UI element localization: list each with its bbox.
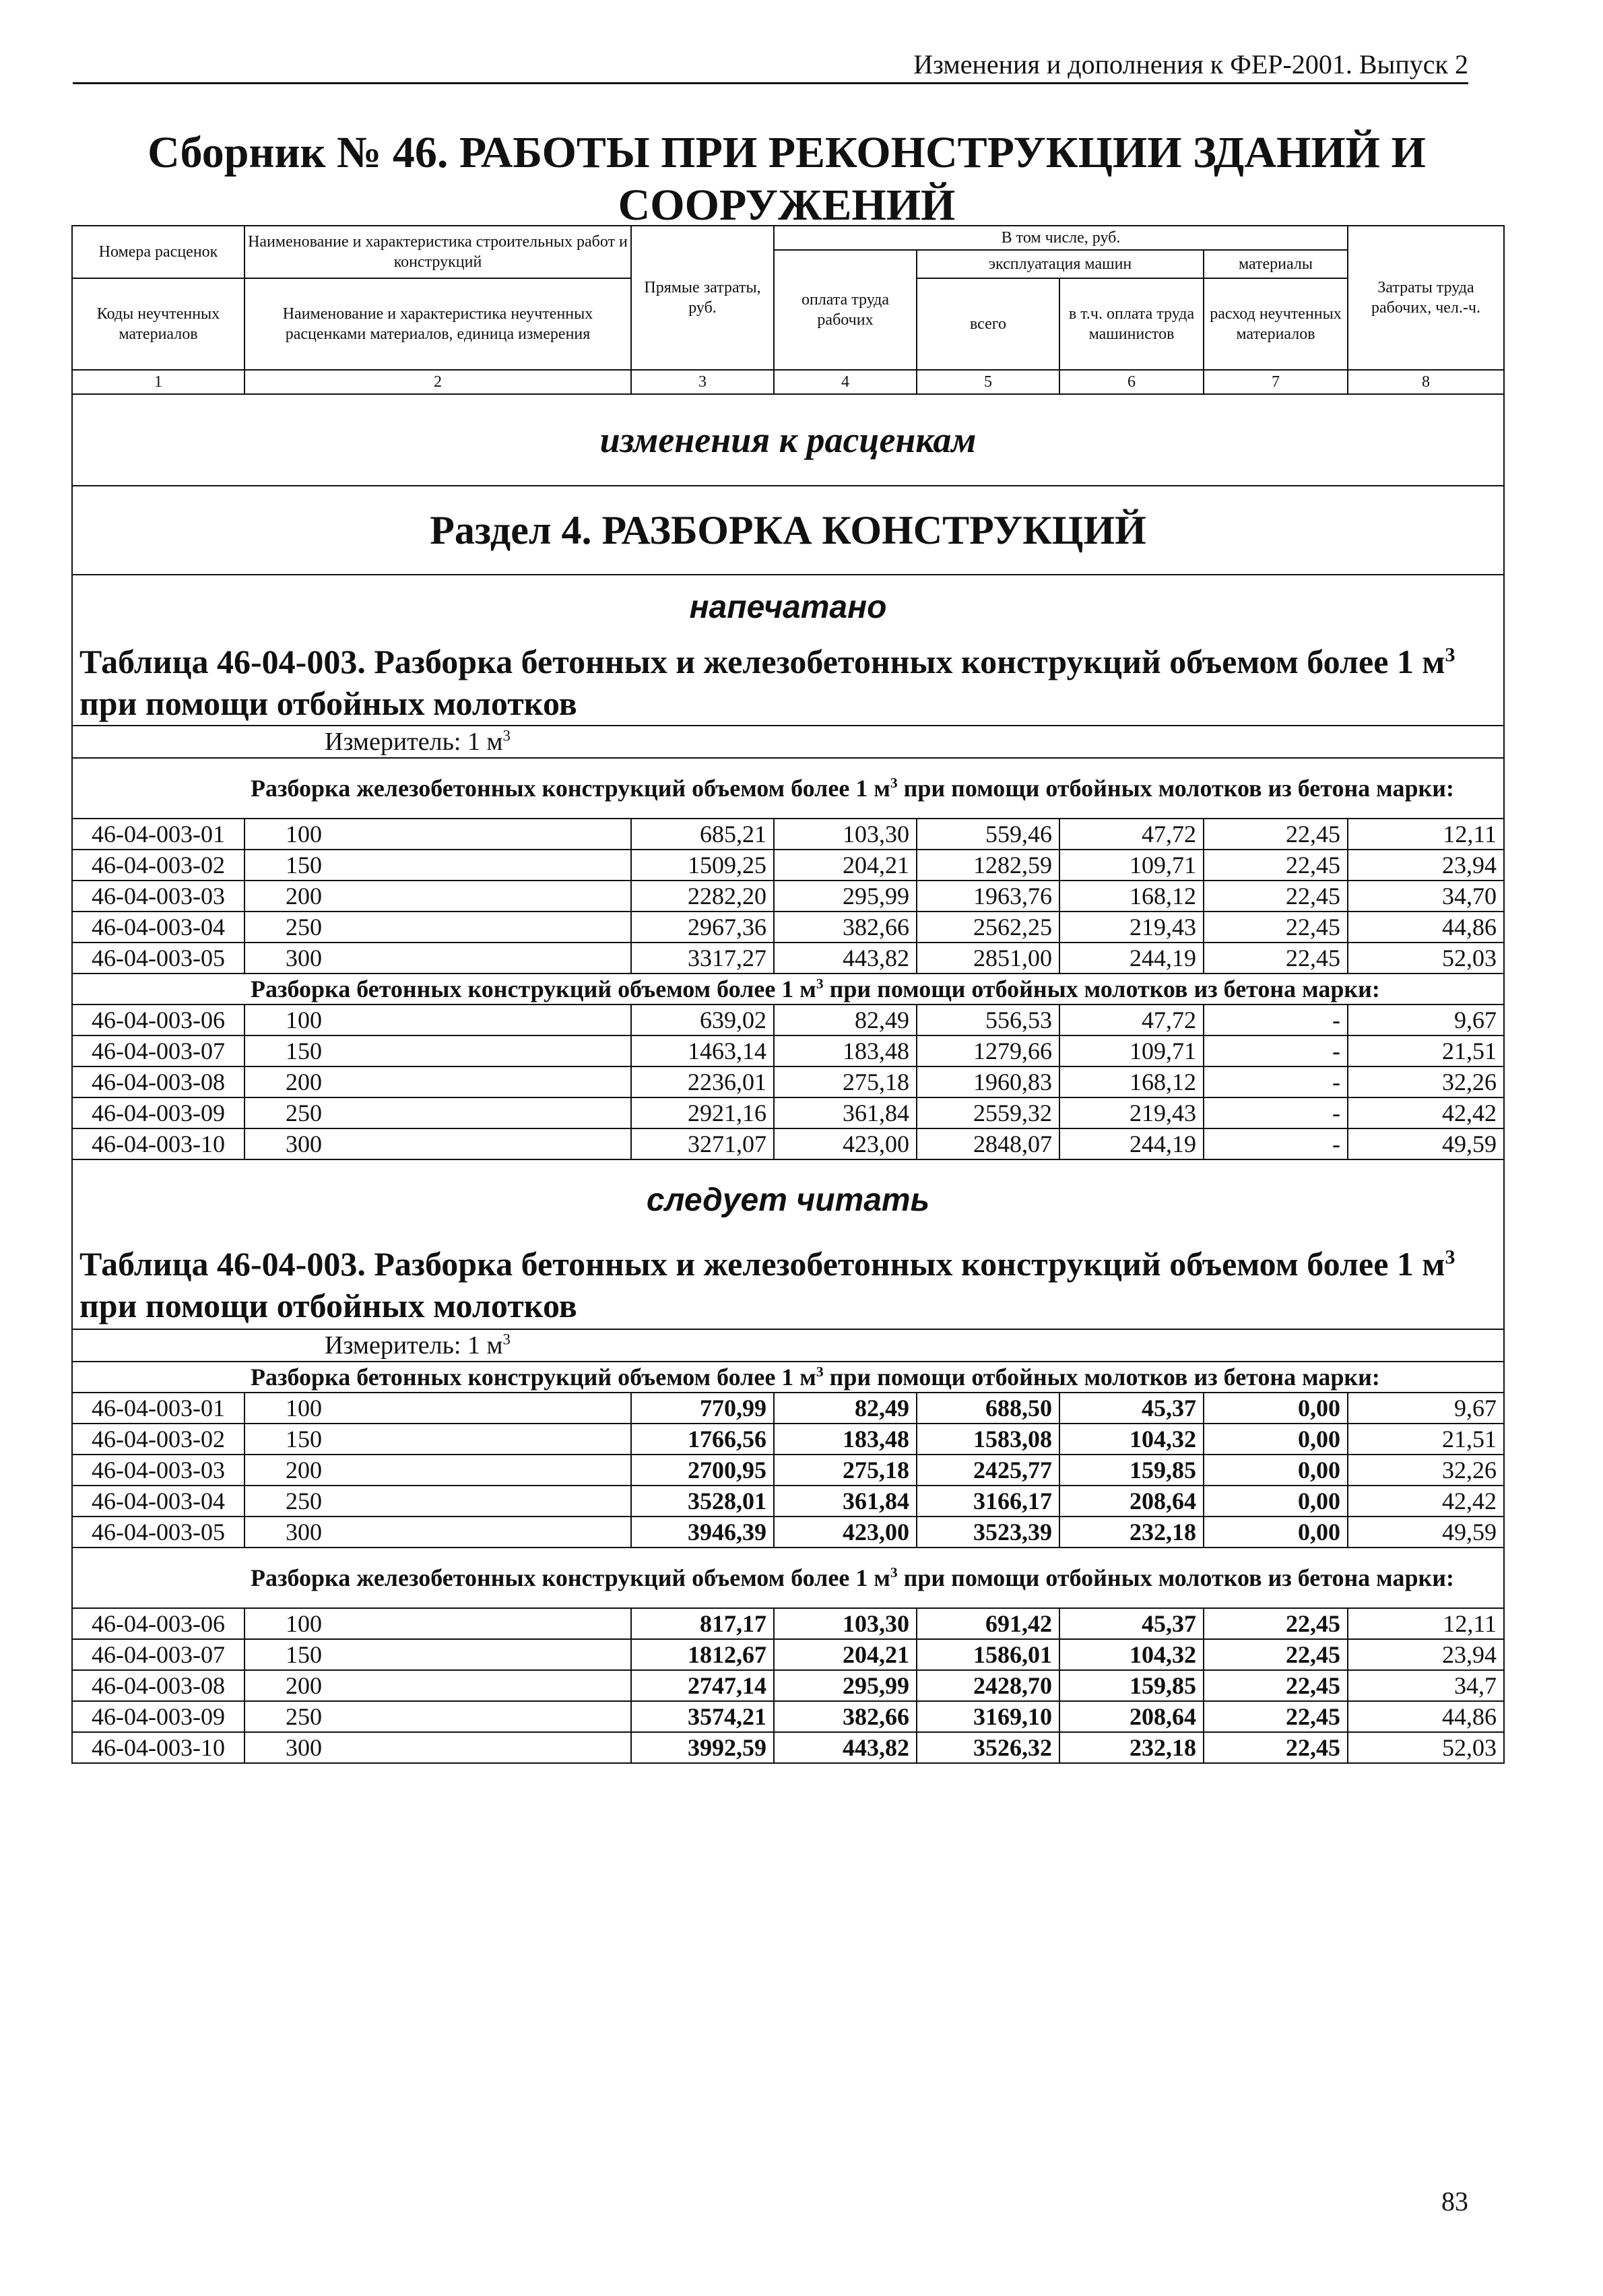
- cell-direct-costs: 3271,07: [631, 1128, 774, 1159]
- cell-labor-costs: 32,26: [1348, 1066, 1504, 1097]
- cell-operator-wages: 47,72: [1059, 819, 1204, 850]
- cell-machines-total: 3166,17: [917, 1486, 1059, 1517]
- cell-direct-costs: 1766,56: [631, 1424, 774, 1455]
- cell-concrete-grade: 100: [244, 819, 631, 850]
- cell-concrete-grade: 300: [244, 1732, 631, 1763]
- cell-worker-wages: 183,48: [774, 1035, 917, 1066]
- table-title-sup: 3: [1445, 643, 1455, 666]
- cell-materials: 0,00: [1204, 1455, 1348, 1486]
- cell-machines-total: 1963,76: [917, 881, 1059, 912]
- cell-machines-total: 1960,83: [917, 1066, 1059, 1097]
- cell-direct-costs: 1509,25: [631, 850, 774, 881]
- cell-rate-code: 46-04-003-10: [72, 1732, 244, 1763]
- cell-materials: -: [1204, 1128, 1348, 1159]
- cell-machines-total: 559,46: [917, 819, 1059, 850]
- cell-labor-costs: 12,11: [1348, 819, 1504, 850]
- subheader-text: при помощи отбойных молотков из бетона марки:: [897, 775, 1454, 802]
- banner-row: [72, 394, 1504, 486]
- cell-worker-wages: 443,82: [774, 1732, 917, 1763]
- cell-rate-code: 46-04-003-07: [72, 1639, 244, 1670]
- cell-direct-costs: 2967,36: [631, 912, 774, 943]
- cell-concrete-grade: 250: [244, 912, 631, 943]
- cell-operator-wages: 219,43: [1059, 912, 1204, 943]
- header-machines: эксплуатация машин: [917, 250, 1204, 278]
- cell-materials: 22,45: [1204, 850, 1348, 881]
- cell-labor-costs: 49,59: [1348, 1128, 1504, 1159]
- cell-operator-wages: 159,85: [1059, 1455, 1204, 1486]
- cell-labor-costs: 21,51: [1348, 1424, 1504, 1455]
- subheader-text: Разборка железобетонных конструкций объемом более 1 м: [251, 1564, 890, 1591]
- table-title-row: [72, 639, 1504, 726]
- cell-labor-costs: 44,86: [1348, 1701, 1504, 1732]
- column-number: 8: [1348, 370, 1504, 394]
- subheader-text: при помощи отбойных молотков из бетона марки:: [897, 1564, 1454, 1591]
- table-title-line2: при помощи отбойных молотков: [79, 684, 577, 722]
- table-row: [72, 1424, 1504, 1455]
- column-number: 6: [1059, 370, 1204, 394]
- new-c-rows: [72, 1393, 1504, 1548]
- cell-rate-code: 46-04-003-01: [72, 1393, 244, 1424]
- cell-concrete-grade: 150: [244, 1639, 631, 1670]
- cell-machines-total: 2562,25: [917, 912, 1059, 943]
- cell-operator-wages: 208,64: [1059, 1701, 1204, 1732]
- cell-worker-wages: 82,49: [774, 1004, 917, 1035]
- meter-label: Измеритель: 1 м: [325, 728, 503, 756]
- column-number: 5: [917, 370, 1059, 394]
- cell-machines-total: 1282,59: [917, 850, 1059, 881]
- cell-rate-code: 46-04-003-05: [72, 943, 244, 974]
- cell-worker-wages: 361,84: [774, 1097, 917, 1128]
- cell-machines-total: 2851,00: [917, 943, 1059, 974]
- cell-operator-wages: 104,32: [1059, 1639, 1204, 1670]
- cell-direct-costs: 3992,59: [631, 1732, 774, 1763]
- cell-labor-costs: 23,94: [1348, 1639, 1504, 1670]
- table-row: [72, 1393, 1504, 1424]
- new-meter: [72, 1329, 1504, 1362]
- header-material-name: Наименование и характеристика неучтенных расценками материалов, единица измерения: [244, 278, 631, 370]
- table-row: [72, 1639, 1504, 1670]
- table-row: [72, 943, 1504, 974]
- cell-concrete-grade: 200: [244, 1066, 631, 1097]
- printed-meter: [72, 726, 1504, 758]
- cell-operator-wages: 45,37: [1059, 1393, 1204, 1424]
- subheader-row: [72, 1362, 1504, 1393]
- cell-materials: 22,45: [1204, 1732, 1348, 1763]
- cell-materials: 0,00: [1204, 1393, 1348, 1424]
- cell-operator-wages: 232,18: [1059, 1517, 1204, 1548]
- table-title-sup: 3: [1445, 1245, 1455, 1268]
- table-row: [72, 1670, 1504, 1701]
- cell-labor-costs: 44,86: [1348, 912, 1504, 943]
- running-header: Изменения и дополнения к ФЕР-2001. Выпуск 2: [73, 49, 1468, 84]
- cell-worker-wages: 443,82: [774, 943, 917, 974]
- table-row: [72, 1128, 1504, 1159]
- cell-operator-wages: 219,43: [1059, 1097, 1204, 1128]
- table-title-line2: при помощи отбойных молотков: [79, 1286, 577, 1325]
- meter-row: [72, 726, 1504, 758]
- cell-concrete-grade: 250: [244, 1701, 631, 1732]
- cell-materials: -: [1204, 1004, 1348, 1035]
- cell-direct-costs: 685,21: [631, 819, 774, 850]
- cell-materials: -: [1204, 1066, 1348, 1097]
- cell-rate-code: 46-04-003-09: [72, 1701, 244, 1732]
- subheader-text: при помощи отбойных молотков из бетона марки:: [823, 976, 1380, 1002]
- meter-sup: 3: [502, 727, 511, 744]
- cell-machines-total: 3169,10: [917, 1701, 1059, 1732]
- table-title-text: Таблица 46-04-003. Разборка бетонных и железобетонных конструкций объемом более 1 м: [79, 1244, 1445, 1283]
- cell-labor-costs: 42,42: [1348, 1097, 1504, 1128]
- section-title: Раздел 4. РАЗБОРКА КОНСТРУКЦИЙ: [72, 486, 1504, 575]
- cell-worker-wages: 204,21: [774, 1639, 917, 1670]
- column-number-row: [72, 370, 1504, 394]
- cell-materials: 22,45: [1204, 1608, 1348, 1639]
- cell-materials: -: [1204, 1035, 1348, 1066]
- cell-direct-costs: 639,02: [631, 1004, 774, 1035]
- cell-operator-wages: 244,19: [1059, 1128, 1204, 1159]
- cell-concrete-grade: 150: [244, 1424, 631, 1455]
- header-rate-numbers: Номера расценок: [72, 226, 244, 278]
- cell-rate-code: 46-04-003-06: [72, 1608, 244, 1639]
- cell-operator-wages: 109,71: [1059, 1035, 1204, 1066]
- column-number: 7: [1204, 370, 1348, 394]
- header-row: [72, 226, 1504, 250]
- new-table-title: [72, 1240, 1504, 1329]
- cell-labor-costs: 52,03: [1348, 1732, 1504, 1763]
- printed-rc-rows: [72, 819, 1504, 974]
- cell-machines-total: 1586,01: [917, 1639, 1059, 1670]
- cell-worker-wages: 183,48: [774, 1424, 917, 1455]
- table-row: [72, 1004, 1504, 1035]
- table-row: [72, 850, 1504, 881]
- subheader-row: [72, 758, 1504, 819]
- header-materials: материалы: [1204, 250, 1348, 278]
- banner-row: [72, 1159, 1504, 1240]
- table-row: [72, 819, 1504, 850]
- cell-rate-code: 46-04-003-08: [72, 1670, 244, 1701]
- collection-title: Сборник № 46. РАБОТЫ ПРИ РЕКОНСТРУКЦИИ ЗДАНИЙ И СООРУЖЕНИЙ: [148, 128, 1426, 230]
- cell-rate-code: 46-04-003-08: [72, 1066, 244, 1097]
- printed-rc-subheader: [72, 758, 1504, 819]
- cell-labor-costs: 9,67: [1348, 1004, 1504, 1035]
- header-direct-costs: Прямые затраты, руб.: [631, 226, 774, 370]
- cell-direct-costs: 3946,39: [631, 1517, 774, 1548]
- cell-labor-costs: 32,26: [1348, 1455, 1504, 1486]
- cell-worker-wages: 103,30: [774, 819, 917, 850]
- cell-rate-code: 46-04-003-10: [72, 1128, 244, 1159]
- cell-machines-total: 2425,77: [917, 1455, 1059, 1486]
- subheader-text: Разборка бетонных конструкций объемом более 1 м: [251, 1364, 816, 1391]
- cell-machines-total: 2428,70: [917, 1670, 1059, 1701]
- cell-concrete-grade: 200: [244, 1670, 631, 1701]
- table-row: [72, 1066, 1504, 1097]
- cell-rate-code: 46-04-003-02: [72, 1424, 244, 1455]
- subheader-sup: 3: [816, 976, 824, 992]
- header-labor-costs: Затраты труда рабочих, чел.-ч.: [1348, 226, 1504, 370]
- subheader-text: Разборка железобетонных конструкций объемом более 1 м: [251, 775, 890, 802]
- new-c-subheader: [72, 1362, 1504, 1393]
- table-row: [72, 1486, 1504, 1517]
- table-row: [72, 1035, 1504, 1066]
- meter-label: Измеритель: 1 м: [325, 1331, 503, 1360]
- header-machines-total: всего: [917, 278, 1059, 370]
- cell-direct-costs: 2700,95: [631, 1455, 774, 1486]
- cell-direct-costs: 3574,21: [631, 1701, 774, 1732]
- cell-materials: -: [1204, 1097, 1348, 1128]
- should-read-banner: следует читать: [72, 1159, 1504, 1240]
- cell-materials: 22,45: [1204, 1701, 1348, 1732]
- cell-rate-code: 46-04-003-03: [72, 1455, 244, 1486]
- cell-concrete-grade: 200: [244, 881, 631, 912]
- table-row: [72, 912, 1504, 943]
- cell-concrete-grade: 150: [244, 1035, 631, 1066]
- cell-concrete-grade: 150: [244, 850, 631, 881]
- cell-machines-total: 2848,07: [917, 1128, 1059, 1159]
- table-row: [72, 1517, 1504, 1548]
- cell-machines-total: 1279,66: [917, 1035, 1059, 1066]
- cell-operator-wages: 45,37: [1059, 1608, 1204, 1639]
- subheader-sup: 3: [890, 775, 898, 791]
- cell-materials: 22,45: [1204, 1639, 1348, 1670]
- cell-worker-wages: 295,99: [774, 881, 917, 912]
- cell-machines-total: 3526,32: [917, 1732, 1059, 1763]
- header-including: В том числе, руб.: [774, 226, 1348, 250]
- cell-worker-wages: 382,66: [774, 1701, 917, 1732]
- printed-banner: напечатано: [72, 575, 1504, 639]
- cell-materials: 22,45: [1204, 912, 1348, 943]
- cell-rate-code: 46-04-003-05: [72, 1517, 244, 1548]
- cell-worker-wages: 275,18: [774, 1066, 917, 1097]
- table-row: [72, 1455, 1504, 1486]
- header-material-codes: Коды неучтенных материалов: [72, 278, 244, 370]
- cell-concrete-grade: 100: [244, 1004, 631, 1035]
- cell-materials: 0,00: [1204, 1517, 1348, 1548]
- cell-direct-costs: 3317,27: [631, 943, 774, 974]
- cell-operator-wages: 244,19: [1059, 943, 1204, 974]
- changes-banner: изменения к расценкам: [72, 394, 1504, 486]
- cell-operator-wages: 168,12: [1059, 881, 1204, 912]
- cell-rate-code: 46-04-003-09: [72, 1097, 244, 1128]
- cell-direct-costs: 2282,20: [631, 881, 774, 912]
- column-number: 2: [244, 370, 631, 394]
- banner-row: [72, 486, 1504, 575]
- header-worker-wages: оплата труда рабочих: [774, 250, 917, 370]
- cell-worker-wages: 382,66: [774, 912, 917, 943]
- cell-operator-wages: 168,12: [1059, 1066, 1204, 1097]
- cell-concrete-grade: 100: [244, 1608, 631, 1639]
- cell-direct-costs: 1812,67: [631, 1639, 774, 1670]
- cell-machines-total: 556,53: [917, 1004, 1059, 1035]
- cell-materials: 0,00: [1204, 1424, 1348, 1455]
- cell-worker-wages: 204,21: [774, 850, 917, 881]
- cell-machines-total: 691,42: [917, 1608, 1059, 1639]
- table-row: [72, 1097, 1504, 1128]
- header-work-name: Наименование и характеристика строительных работ и конструкций: [244, 226, 631, 278]
- cell-rate-code: 46-04-003-04: [72, 912, 244, 943]
- cell-operator-wages: 159,85: [1059, 1670, 1204, 1701]
- table-row: [72, 881, 1504, 912]
- cell-concrete-grade: 250: [244, 1097, 631, 1128]
- cell-machines-total: 1583,08: [917, 1424, 1059, 1455]
- cell-direct-costs: 3528,01: [631, 1486, 774, 1517]
- header-material-consumption: расход неучтенных материалов: [1204, 278, 1348, 370]
- banner-row: [72, 575, 1504, 639]
- subheader-text: Разборка бетонных конструкций объемом более 1 м: [251, 976, 816, 1002]
- cell-materials: 22,45: [1204, 1670, 1348, 1701]
- table-title-row: [72, 1240, 1504, 1329]
- rates-table: [71, 225, 1505, 1764]
- column-number: 1: [72, 370, 244, 394]
- column-number: 4: [774, 370, 917, 394]
- cell-operator-wages: 232,18: [1059, 1732, 1204, 1763]
- cell-worker-wages: 423,00: [774, 1517, 917, 1548]
- cell-machines-total: 2559,32: [917, 1097, 1059, 1128]
- cell-machines-total: 688,50: [917, 1393, 1059, 1424]
- cell-operator-wages: 104,32: [1059, 1424, 1204, 1455]
- meter-sup: 3: [502, 1331, 511, 1348]
- cell-labor-costs: 34,7: [1348, 1670, 1504, 1701]
- meter-row: [72, 1329, 1504, 1362]
- cell-concrete-grade: 250: [244, 1486, 631, 1517]
- cell-machines-total: 3523,39: [917, 1517, 1059, 1548]
- cell-labor-costs: 52,03: [1348, 943, 1504, 974]
- cell-labor-costs: 9,67: [1348, 1393, 1504, 1424]
- cell-rate-code: 46-04-003-02: [72, 850, 244, 881]
- cell-worker-wages: 103,30: [774, 1608, 917, 1639]
- cell-operator-wages: 208,64: [1059, 1486, 1204, 1517]
- subheader-row: [72, 974, 1504, 1004]
- cell-labor-costs: 21,51: [1348, 1035, 1504, 1066]
- header-operator-wages: в т.ч. оплата труда машинистов: [1059, 278, 1204, 370]
- cell-rate-code: 46-04-003-04: [72, 1486, 244, 1517]
- page-number: 83: [1441, 2186, 1468, 2217]
- cell-concrete-grade: 200: [244, 1455, 631, 1486]
- cell-rate-code: 46-04-003-03: [72, 881, 244, 912]
- subheader-sup: 3: [816, 1364, 824, 1380]
- cell-worker-wages: 423,00: [774, 1128, 917, 1159]
- cell-labor-costs: 23,94: [1348, 850, 1504, 881]
- cell-concrete-grade: 300: [244, 943, 631, 974]
- new-rc-rows: [72, 1608, 1504, 1763]
- cell-concrete-grade: 300: [244, 1128, 631, 1159]
- new-rc-subheader: [72, 1548, 1504, 1608]
- cell-rate-code: 46-04-003-06: [72, 1004, 244, 1035]
- printed-c-subheader: [72, 974, 1504, 1004]
- subheader-text: при помощи отбойных молотков из бетона марки:: [823, 1364, 1380, 1391]
- cell-materials: 22,45: [1204, 819, 1348, 850]
- cell-worker-wages: 82,49: [774, 1393, 917, 1424]
- table-row: [72, 1608, 1504, 1639]
- cell-concrete-grade: 300: [244, 1517, 631, 1548]
- cell-direct-costs: 2236,01: [631, 1066, 774, 1097]
- cell-materials: 0,00: [1204, 1486, 1348, 1517]
- cell-direct-costs: 2747,14: [631, 1670, 774, 1701]
- cell-materials: 22,45: [1204, 881, 1348, 912]
- cell-operator-wages: 109,71: [1059, 850, 1204, 881]
- cell-direct-costs: 2921,16: [631, 1097, 774, 1128]
- cell-labor-costs: 49,59: [1348, 1517, 1504, 1548]
- cell-labor-costs: 34,70: [1348, 881, 1504, 912]
- cell-labor-costs: 42,42: [1348, 1486, 1504, 1517]
- cell-direct-costs: 770,99: [631, 1393, 774, 1424]
- cell-concrete-grade: 100: [244, 1393, 631, 1424]
- table-title-text: Таблица 46-04-003. Разборка бетонных и железобетонных конструкций объемом более 1 м: [79, 642, 1445, 680]
- cell-materials: 22,45: [1204, 943, 1348, 974]
- cell-worker-wages: 275,18: [774, 1455, 917, 1486]
- printed-c-rows: [72, 1004, 1504, 1159]
- table-row: [72, 1701, 1504, 1732]
- cell-labor-costs: 12,11: [1348, 1608, 1504, 1639]
- cell-worker-wages: 295,99: [774, 1670, 917, 1701]
- subheader-sup: 3: [890, 1564, 898, 1581]
- cell-rate-code: 46-04-003-07: [72, 1035, 244, 1066]
- cell-direct-costs: 1463,14: [631, 1035, 774, 1066]
- table-row: [72, 1732, 1504, 1763]
- cell-worker-wages: 361,84: [774, 1486, 917, 1517]
- column-number: 3: [631, 370, 774, 394]
- subheader-row: [72, 1548, 1504, 1608]
- cell-operator-wages: 47,72: [1059, 1004, 1204, 1035]
- cell-direct-costs: 817,17: [631, 1608, 774, 1639]
- cell-rate-code: 46-04-003-01: [72, 819, 244, 850]
- printed-table-title: [72, 639, 1504, 726]
